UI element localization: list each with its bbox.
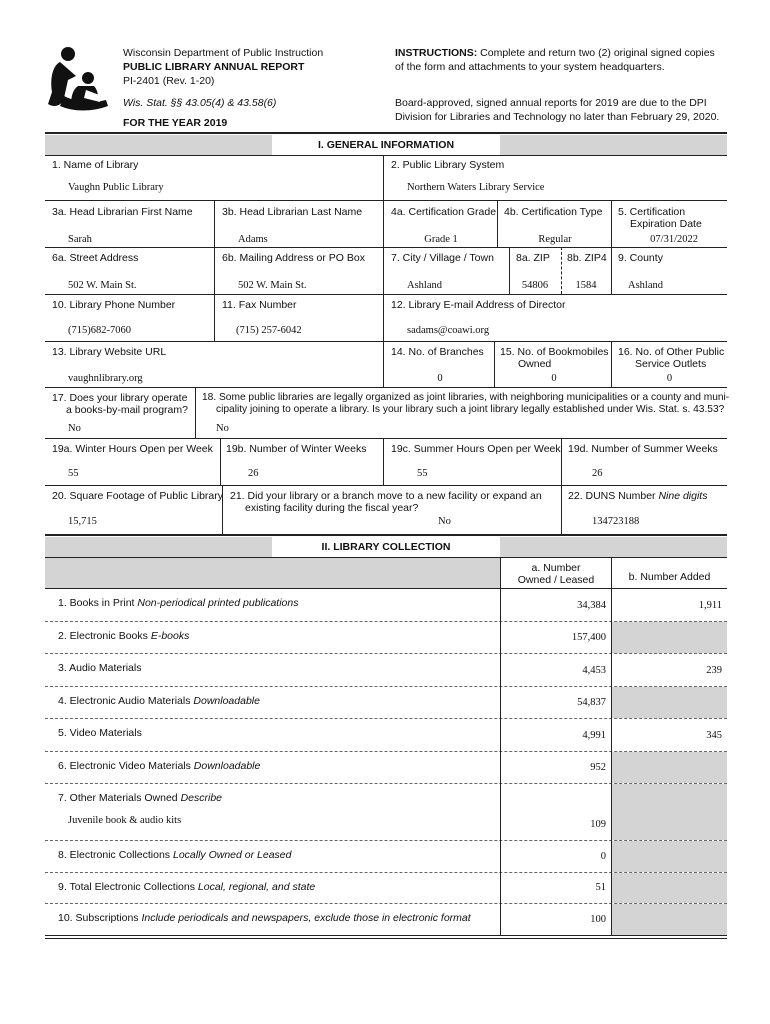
number-added-field[interactable]: 1,911: [698, 600, 722, 611]
number-owned-field[interactable]: 54,837: [577, 697, 606, 708]
branches-label: 14. No. of Branches: [391, 346, 484, 358]
mailing-address-field[interactable]: 502 W. Main St.: [238, 280, 307, 291]
zip-label: 8a. ZIP: [516, 252, 550, 264]
outlets-label2: Service Outlets: [635, 358, 707, 370]
number-owned-field[interactable]: 952: [590, 762, 606, 773]
cert-grade-label: 4a. Certification Grade: [391, 206, 497, 218]
number-owned-field[interactable]: 109: [590, 819, 606, 830]
report-title: PUBLIC LIBRARY ANNUAL REPORT: [123, 61, 305, 73]
collection-header-shade: [45, 558, 500, 588]
first-name-label: 3a. Head Librarian First Name: [52, 206, 193, 218]
winter-hours-label: 19a. Winter Hours Open per Week: [52, 443, 213, 455]
cert-expiration-label2: Expiration Date: [630, 218, 702, 230]
bookmobiles-field[interactable]: 0: [551, 373, 557, 384]
square-footage-label: 20. Square Footage of Public Library: [52, 490, 224, 502]
cert-type-label: 4b. Certification Type: [504, 206, 603, 218]
col-a-label2: Owned / Leased: [517, 574, 595, 586]
branches-field[interactable]: 0: [437, 373, 443, 384]
cert-type-field[interactable]: Regular: [538, 234, 572, 245]
library-system-field[interactable]: Northern Waters Library Service: [407, 182, 545, 193]
number-added-disabled: [612, 873, 727, 903]
winter-weeks-field[interactable]: 26: [248, 468, 259, 479]
mailing-address-label: 6b. Mailing Address or PO Box: [222, 252, 365, 264]
due-notice-line1: Board-approved, signed annual reports for 2019 are due to the DPI: [395, 97, 707, 109]
city-field[interactable]: Ashland: [407, 280, 442, 291]
website-field[interactable]: vaughnlibrary.org: [68, 373, 143, 384]
facility-move-label2: existing facility during the fiscal year?: [245, 502, 419, 514]
due-notice-line2: Division for Libraries and Technology no later than February 29, 2020.: [395, 111, 720, 123]
number-owned-field[interactable]: 4,453: [582, 665, 606, 676]
number-owned-field[interactable]: 157,400: [571, 632, 606, 643]
facility-move-label: 21. Did your library or a branch move to a new facility or expand an: [230, 490, 542, 502]
bookmobiles-label: 15. No. of Bookmobiles: [500, 346, 609, 358]
cert-expiration-label: 5. Certification: [618, 206, 686, 218]
row-label: 3. Audio Materials: [58, 662, 142, 674]
form-number: PI-2401 (Rev. 1-20): [123, 75, 215, 87]
row-label: 8. Electronic Collections Locally Owned or Leased: [58, 849, 292, 861]
joint-library-label: 18. Some public libraries are legally organized as joint libraries, with neighboring municipalities or a county and muni-: [202, 392, 730, 403]
books-by-mail-field[interactable]: No: [68, 423, 81, 434]
number-added-disabled: [612, 752, 727, 783]
first-name-field[interactable]: Sarah: [68, 234, 92, 245]
dept-name: Wisconsin Department of Public Instruction: [123, 47, 324, 59]
number-added-field[interactable]: 239: [706, 665, 722, 676]
square-footage-field[interactable]: 15,715: [68, 516, 97, 527]
books-by-mail-label: 17. Does your library operate: [52, 392, 188, 404]
number-owned-field[interactable]: 100: [590, 914, 606, 925]
city-label: 7. City / Village / Town: [391, 252, 494, 264]
winter-weeks-label: 19b. Number of Winter Weeks: [226, 443, 367, 455]
row-label: 6. Electronic Video Materials Downloadable: [58, 760, 261, 772]
phone-label: 10. Library Phone Number: [52, 299, 176, 311]
fax-field[interactable]: (715) 257-6042: [236, 325, 302, 336]
street-address-label: 6a. Street Address: [52, 252, 139, 264]
col-a-label: a. Number: [531, 562, 581, 574]
section1-title: I. GENERAL INFORMATION: [272, 135, 500, 155]
website-label: 13. Library Website URL: [52, 346, 167, 358]
facility-move-field[interactable]: No: [438, 516, 451, 527]
books-by-mail-label2: a books-by-mail program?: [66, 404, 188, 416]
row-label: 1. Books in Print Non-periodical printed publications: [58, 597, 299, 609]
summer-hours-field[interactable]: 55: [417, 468, 428, 479]
duns-field[interactable]: 134723188: [592, 516, 640, 527]
number-added-disabled: [612, 784, 727, 840]
cert-expiration-field[interactable]: 07/31/2022: [650, 234, 698, 245]
row-label: 10. Subscriptions Include periodicals and newspapers, exclude those in electronic format: [58, 912, 471, 924]
number-added-field[interactable]: 345: [706, 730, 722, 741]
row-label: 5. Video Materials: [58, 727, 142, 739]
summer-hours-label: 19c. Summer Hours Open per Week: [391, 443, 561, 455]
zip-field[interactable]: 54806: [521, 280, 549, 291]
row-label: 2. Electronic Books E-books: [58, 630, 190, 642]
number-owned-field[interactable]: 0: [600, 851, 606, 862]
library-system-label: 2. Public Library System: [391, 159, 505, 171]
bookmobiles-label2: Owned: [518, 358, 552, 370]
number-added-disabled: [612, 622, 727, 653]
winter-hours-field[interactable]: 55: [68, 468, 79, 479]
instructions: INSTRUCTIONS: Complete and return two (2) original signed copies: [395, 47, 715, 59]
county-field[interactable]: Ashland: [628, 280, 663, 291]
row-label: 4. Electronic Audio Materials Downloadable: [58, 695, 260, 707]
section2-title: II. LIBRARY COLLECTION: [272, 537, 500, 557]
row-label: 7. Other Materials Owned Describe: [58, 792, 222, 804]
outlets-field[interactable]: 0: [666, 373, 673, 384]
email-field[interactable]: sadams@coawi.org: [407, 325, 490, 336]
number-added-disabled: [612, 687, 727, 718]
last-name-label: 3b. Head Librarian Last Name: [222, 206, 363, 218]
other-materials-description-field[interactable]: Juvenile book & audio kits: [68, 815, 182, 826]
library-name-label: 1. Name of Library: [52, 159, 139, 171]
joint-library-field[interactable]: No: [216, 423, 229, 434]
last-name-field[interactable]: Adams: [238, 234, 268, 245]
number-owned-field[interactable]: 4,991: [582, 730, 606, 741]
summer-weeks-label: 19d. Number of Summer Weeks: [568, 443, 718, 455]
report-year: FOR THE YEAR 2019: [123, 117, 228, 129]
number-owned-field[interactable]: 34,384: [577, 600, 606, 611]
summer-weeks-field[interactable]: 26: [592, 468, 603, 479]
number-added-disabled: [612, 841, 727, 872]
zip4-label: 8b. ZIP4: [567, 252, 607, 264]
phone-field[interactable]: (715)682-7060: [68, 325, 131, 336]
zip4-field[interactable]: 1584: [575, 280, 597, 291]
number-owned-field[interactable]: 51: [595, 882, 606, 893]
statute-reference: Wis. Stat. §§ 43.05(4) & 43.58(6): [123, 97, 277, 109]
street-address-field[interactable]: 502 W. Main St.: [68, 280, 137, 291]
fax-label: 11. Fax Number: [222, 299, 297, 311]
county-label: 9. County: [618, 252, 663, 264]
cert-grade-field[interactable]: Grade 1: [424, 234, 458, 245]
joint-library-label2: cipality joining to operate a library. Is your library such a joint library legally established under Wis. Stat. s. 43.53?: [216, 404, 725, 415]
duns-label: 22. DUNS Number Nine digits: [568, 490, 708, 502]
row-label: 9. Total Electronic Collections Local, regional, and state: [58, 881, 316, 893]
number-added-disabled: [612, 904, 727, 935]
library-name-field[interactable]: Vaughn Public Library: [68, 182, 164, 193]
dpi-logo: [46, 46, 112, 116]
col-b-label: b. Number Added: [628, 571, 711, 583]
instructions-line2: of the form and attachments to your system headquarters.: [395, 61, 665, 73]
outlets-label: 16. No. of Other Public: [618, 346, 725, 358]
email-label: 12. Library E-mail Address of Director: [391, 299, 566, 311]
